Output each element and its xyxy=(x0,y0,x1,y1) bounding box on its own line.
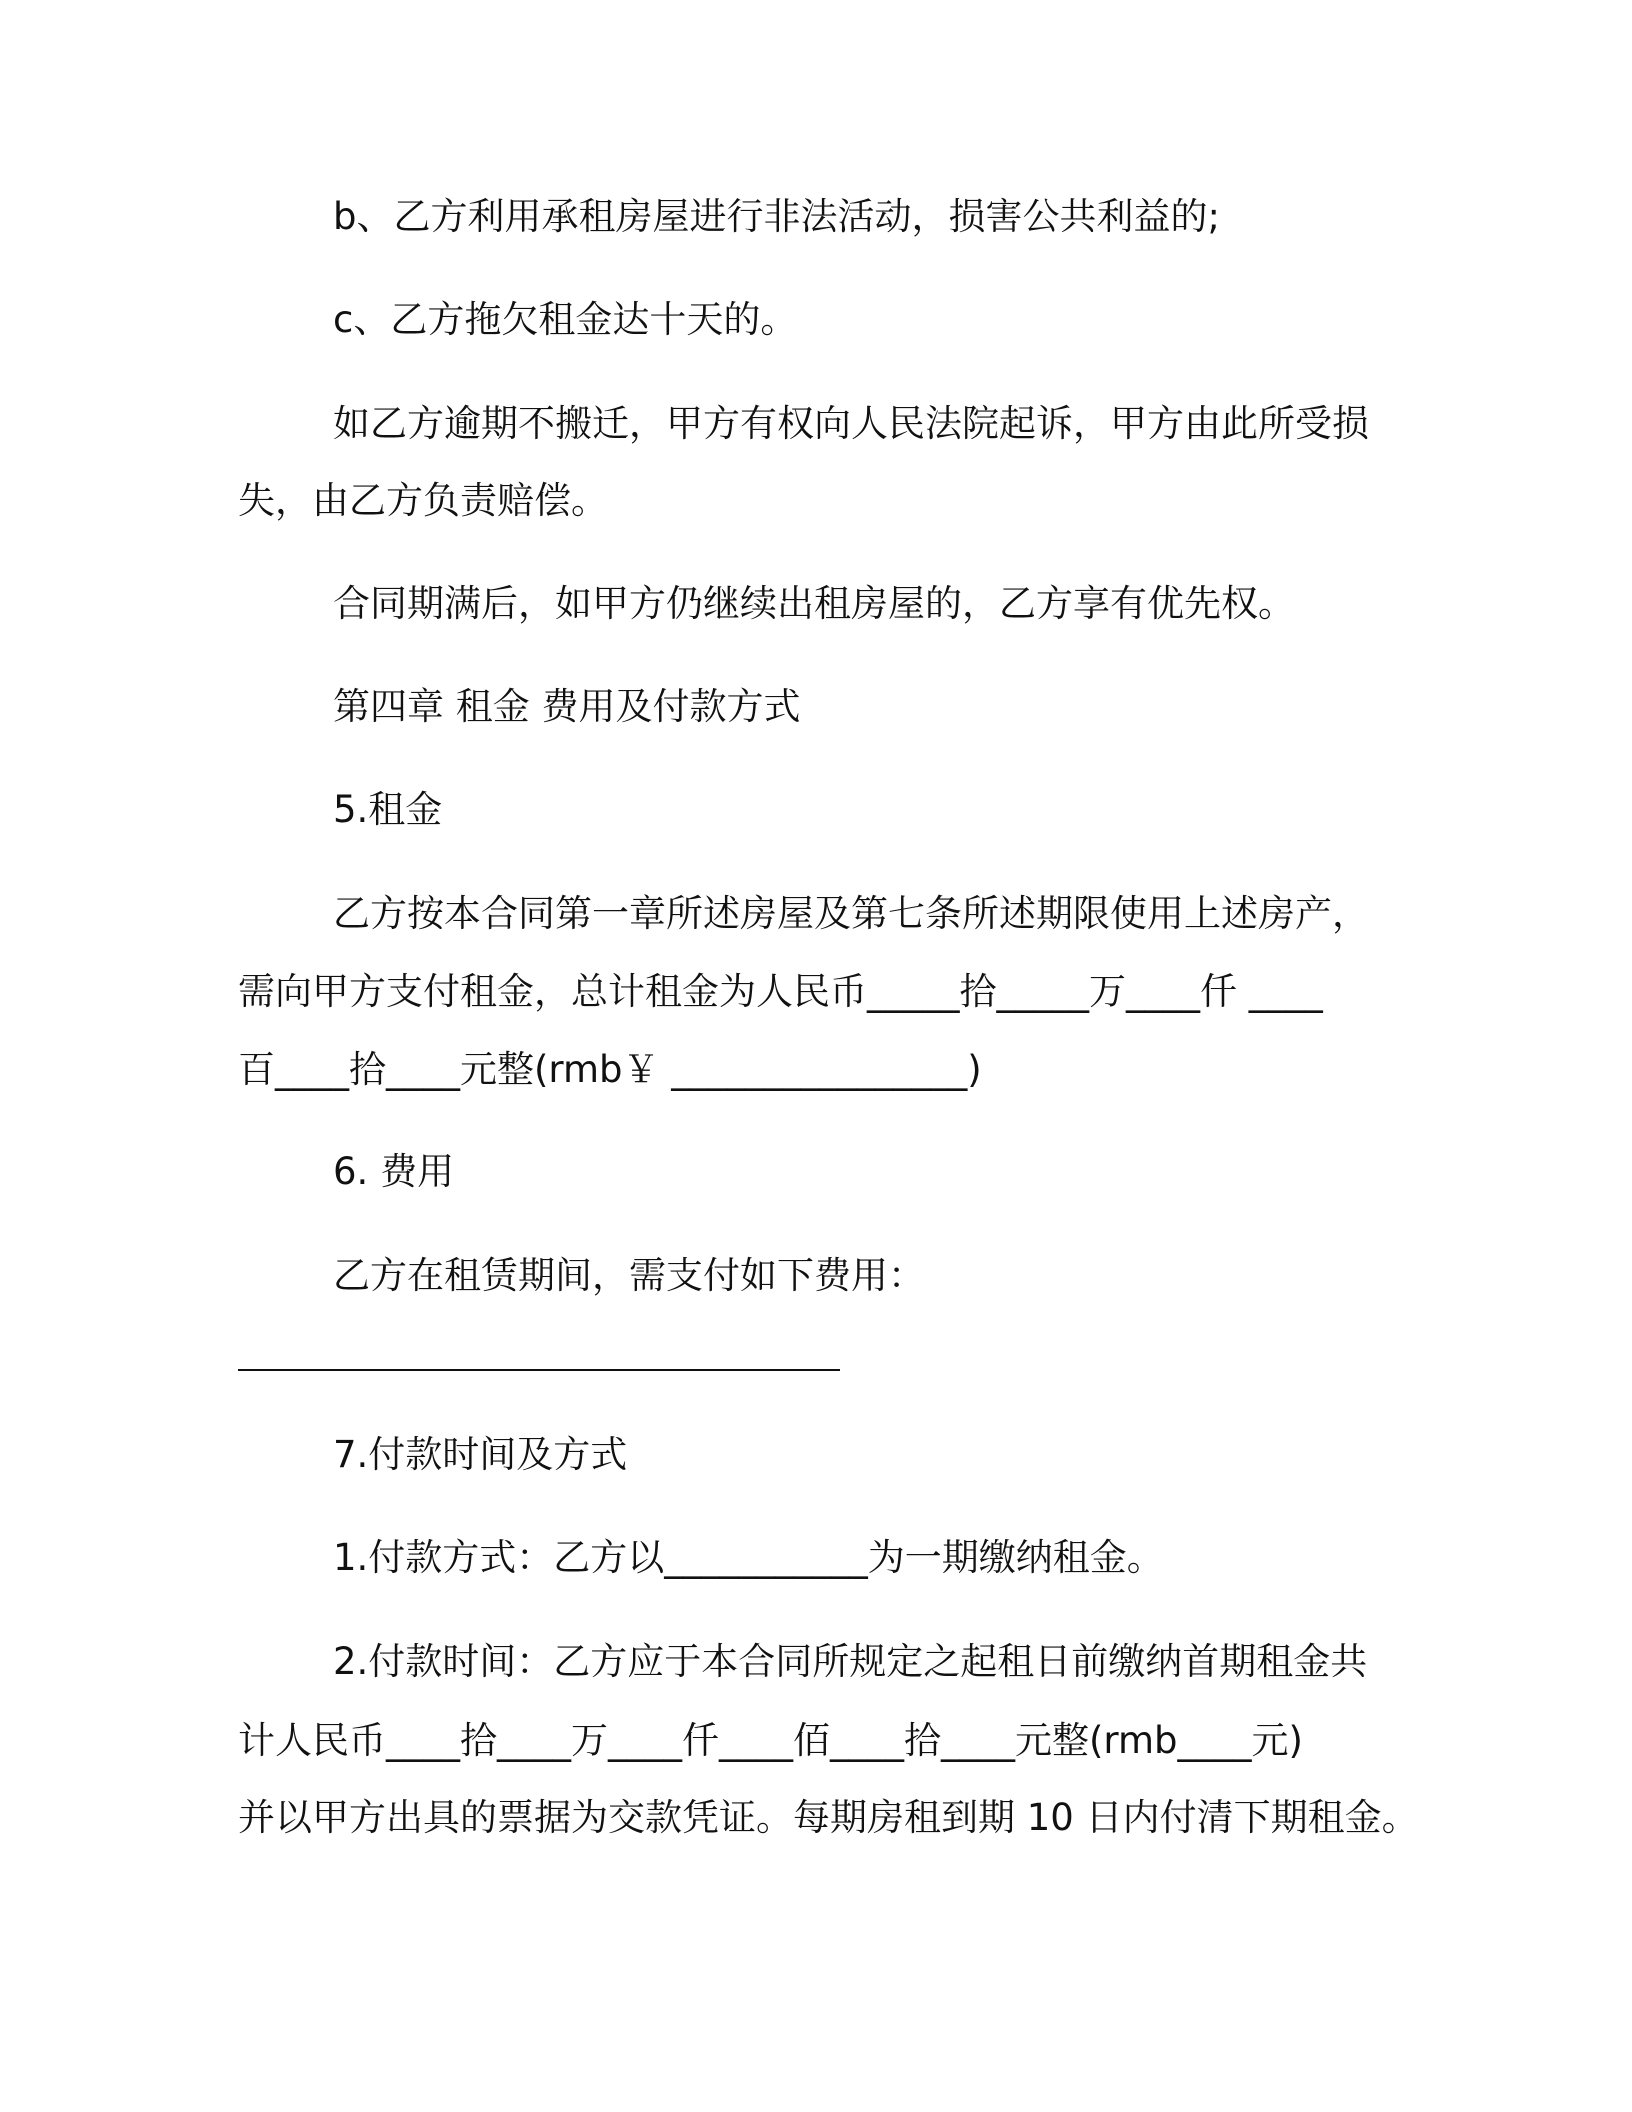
paragraph-line: 乙方按本合同第一章所述房屋及第七条所述期限使用上述房产， xyxy=(333,892,1369,935)
paragraph-line: 计人民币____拾____万____仟____佰____拾____元整(rmb____元) xyxy=(238,1719,1303,1762)
paragraph-line: 合同期满后，如甲方仍继续出租房屋的，乙方享有优先权。 xyxy=(333,582,1295,625)
paragraph-line: 并以甲方出具的票据为交款凭证。每期房租到期 10 日内付清下期租金。 xyxy=(238,1796,1419,1839)
paragraph-line: 需向甲方支付租金，总计租金为人民币_____拾_____万____仟 ____ xyxy=(238,970,1323,1013)
section-heading-payment: 7.付款时间及方式 xyxy=(333,1433,628,1476)
paragraph-line: 2.付款时间：乙方应于本合同所规定之起租日前缴纳首期租金共 xyxy=(333,1640,1368,1683)
paragraph-line: 失，由乙方负责赔偿。 xyxy=(238,479,608,522)
section-heading-rent: 5.租金 xyxy=(333,788,443,831)
paragraph-line: 乙方在租赁期间，需支付如下费用： xyxy=(333,1254,925,1297)
paragraph-line: 百____拾____元整(rmb￥ ________________) xyxy=(238,1048,982,1091)
paragraph-line: 1.付款方式：乙方以___________为一期缴纳租金。 xyxy=(333,1536,1164,1579)
blank-fill-line xyxy=(238,1369,840,1371)
clause-b: b、乙方利用承租房屋进行非法活动，损害公共利益的; xyxy=(333,195,1220,238)
chapter-heading: 第四章 租金 费用及付款方式 xyxy=(333,685,801,728)
section-heading-fees: 6. 费用 xyxy=(333,1150,455,1193)
clause-c: c、乙方拖欠租金达十天的。 xyxy=(333,298,798,341)
paragraph-line: 如乙方逾期不搬迁，甲方有权向人民法院起诉，甲方由此所受损 xyxy=(333,402,1369,445)
